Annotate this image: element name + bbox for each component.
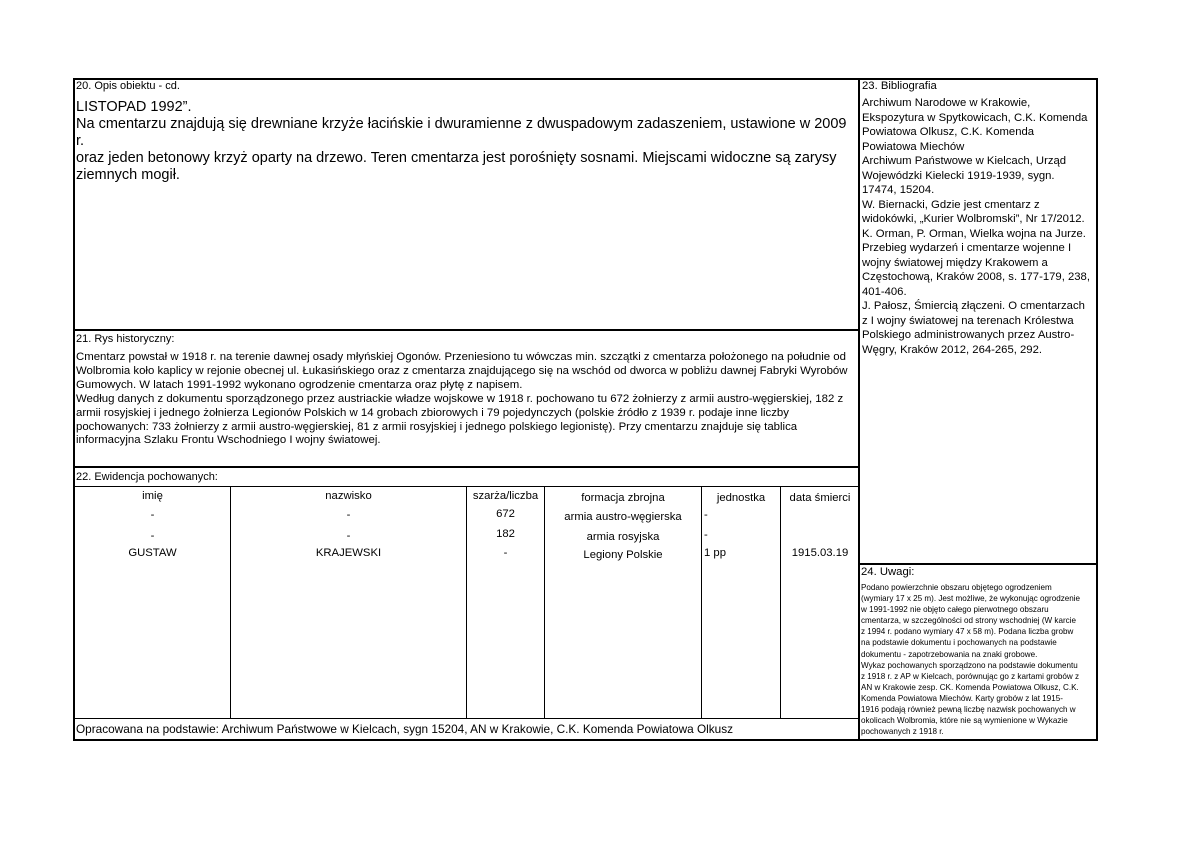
cell-formacja: Legiony Polskie <box>583 549 663 561</box>
cell-imie: - <box>150 509 155 521</box>
bibliografia-line: Wojewódzki Kielecki 1919-1939, sygn. <box>862 169 1055 182</box>
bibliografia-line: Częstochową, Kraków 2008, s. 177-179, 238, <box>862 271 1090 283</box>
uwagi-line: Podano powierzchnie obszaru objętego ogrodzeniem <box>861 583 1052 592</box>
uwagi-line: cmentarza, w szczególności od strony wschodniej (W karcie <box>861 616 1077 626</box>
uwagi-line: na podstawie dokumentu i pochowanych na podstawie <box>861 638 1057 648</box>
bibliografia-line: W. Biernacki, Gdzie jest cmentarz z <box>862 198 1040 211</box>
cell-imie: - <box>150 530 155 542</box>
uwagi-line: Wykaz pochowanych sporządzono na podstawie dokumentu <box>861 660 1078 670</box>
uwagi-line: okolicach Wolbromia, które nie są wymienione w Wykazie <box>861 716 1068 726</box>
cell-szarza: 672 <box>496 508 515 520</box>
uwagi-section <box>861 566 1097 739</box>
uwagi-line: AN w Krakowie zesp. CK. Komenda Powiatowa Olkusz, C.K. <box>861 682 1079 692</box>
opis-line: ziemnych mogił. <box>76 167 180 183</box>
uwagi-line: w 1991-1992 nie objęto całego pierwotnego obszaru <box>861 605 1049 615</box>
uwagi-line: z 1918 r. z AP w Kielcach, porównując go z kartami grobów z <box>861 671 1080 681</box>
opis-line: LISTOPAD 1992”. <box>76 99 192 115</box>
bibliografia-line: Archiwum Narodowe w Krakowie, <box>862 97 1031 109</box>
section-divider-bibliografia <box>858 563 1098 565</box>
bibliografia-line: wojny światowej między Krakowem a <box>862 256 1048 269</box>
bibliografia-line: Powiatowa Miechów <box>862 140 965 153</box>
section-divider-rys <box>73 466 859 468</box>
rys-line: informacyjna Szlaku Frontu Wschodniego I wojny światowej. <box>76 434 381 447</box>
bibliografia-line: z I wojny światowej na terenach Królestwa <box>862 314 1074 327</box>
uwagi-line: z 1994 r. podano wymiary 47 x 58 m). Podana liczba grobw <box>861 627 1074 637</box>
cell-nazwisko: - <box>346 530 351 542</box>
cell-data-smierci: 1915.03.19 <box>791 547 849 559</box>
rys-line: Według danych z dokumentu sporządzonego przez austriackie władze wojskowe w 1918 r. pochowano tu 672 żołnierzy z armii austro-węgierskiej, 182 z <box>76 392 844 405</box>
header-formacja: formacja zbrojna <box>581 492 665 504</box>
uwagi-line: Komenda Powiatowa Miechów. Karty grobów z lat 1915- <box>861 693 1063 703</box>
bibliografia-line: Ekspozytura w Spytkowicach, C.K. Komenda <box>862 111 1088 124</box>
rys-line: pochowanych: 733 żołnierzy z armii austro-węgierskiej, 81 z armii rosyjskiej i jednego polskiego legionistę). Przy cmentarzu znajduje się tablica <box>76 420 798 433</box>
header-imie: imię <box>142 490 163 502</box>
cell-szarza: 182 <box>496 528 515 540</box>
uwagi-line: pochowanych z 1918 r. <box>861 727 944 737</box>
bibliografia-line: J. Pałosz, Śmiercią złączeni. O cmentarzach <box>862 300 1085 312</box>
section-divider-opis <box>73 329 859 331</box>
bibliografia-line: 401-406. <box>862 285 907 298</box>
opis-section <box>76 80 856 184</box>
uwagi-title: 24. Uwagi: <box>861 566 915 578</box>
table-bottom-rule <box>74 718 859 719</box>
rys-line: Cmentarz powstał w 1918 r. na terenie dawnej osady młyńskiej Ogonów. Przeniesiono tu wówczas min. szczątki z cmentarza położonego na południe od <box>76 351 846 363</box>
header-jednostka: jednostka <box>716 492 766 504</box>
uwagi-line: 1916 podają również pewną liczbę nazwisk pochowanych w <box>861 705 1076 715</box>
cell-jednostka: - <box>704 529 708 541</box>
bibliografia-section <box>862 80 1096 357</box>
bibliografia-line: K. Orman, P. Orman, Wielka wojna na Jurze. <box>862 227 1086 240</box>
opis-title: 20. Opis obiektu - cd. <box>76 80 180 92</box>
ewidencja-source: Opracowana na podstawie: Archiwum Państwowe w Kielcach, sygn 15204, AN w Krakowie, C.K. Komenda Powiatowa Olkusz <box>76 722 734 736</box>
bibliografia-line: 17474, 15204. <box>862 184 935 196</box>
rys-title: 21. Rys historyczny: <box>76 333 175 345</box>
header-nazwisko: nazwisko <box>325 490 372 502</box>
rys-line: Gumowych. W latach 1991-1992 wykonano ogrodzenie cmentarza oraz płytę z napisem. <box>76 378 523 391</box>
bibliografia-line: widokówki, „Kurier Wolbromski”, Nr 17/2012. <box>862 213 1085 225</box>
header-data-smierci: data śmierci <box>789 492 851 504</box>
table-col-divider <box>780 486 781 718</box>
rys-section <box>76 333 856 448</box>
bibliografia-title: 23. Bibliografia <box>862 80 937 92</box>
cell-jednostka: 1 pp <box>704 547 726 559</box>
header-szarza: szarża/liczba <box>472 490 539 502</box>
cell-nazwisko: KRAJEWSKI <box>315 547 382 559</box>
bibliografia-line: Przebieg wydarzeń i cmentarze wojenne I <box>862 242 1072 254</box>
bibliografia-line: Polskiego administrowanych przez Austro- <box>862 329 1075 341</box>
bibliografia-line: Archiwum Państwowe w Kielcach, Urząd <box>862 155 1067 167</box>
column-divider <box>858 78 860 741</box>
rys-line: Wolbromia koło kaplicy w rejonie obecnej ul. Łukasińskiego oraz z cmentarza znajdującego się na wschód od dworca w pobliżu dawnej Fabryki Wyrobów <box>76 364 848 377</box>
cell-szarza: - <box>503 547 508 559</box>
opis-line: Na cmentarzu znajdują się drewniane krzyże łacińskie i dwuramienne z dwuspadowym zadaszeniem, ustawione w 2009 r. <box>76 116 847 149</box>
bibliografia-line: Powiatowa Olkusz, C.K. Komenda <box>862 126 1035 138</box>
cell-nazwisko: - <box>346 509 351 521</box>
rys-line: armii rosyjskiej i jednego żołnierza Legionów Polskich w 14 grobach zbiorowych i 79 pojedynczych (polskie źródło z 1939 r. podaje inne liczby <box>76 406 789 419</box>
cell-formacja: armia rosyjska <box>586 531 660 543</box>
table-col-divider <box>701 486 702 718</box>
uwagi-line: dokumentu - zapotrzebowania na znaki grobowe. <box>861 649 1038 659</box>
bibliografia-line: Węgry, Kraków 2012, 264-265, 292. <box>862 343 1043 356</box>
opis-line: oraz jeden betonowy krzyż oparty na drzewo. Teren cmentarza jest porośnięty sosnami. Miejscami widoczne są zarysy <box>76 150 837 166</box>
cell-jednostka: - <box>704 509 708 521</box>
ewidencja-title: 22. Ewidencja pochowanych: <box>76 471 218 483</box>
cell-imie: GUSTAW <box>128 547 177 559</box>
uwagi-line: (wymiary 17 x 25 m). Jest możliwe, że wykonując ogrodzenie <box>861 594 1081 604</box>
cell-formacja: armia austro-węgierska <box>564 511 682 523</box>
